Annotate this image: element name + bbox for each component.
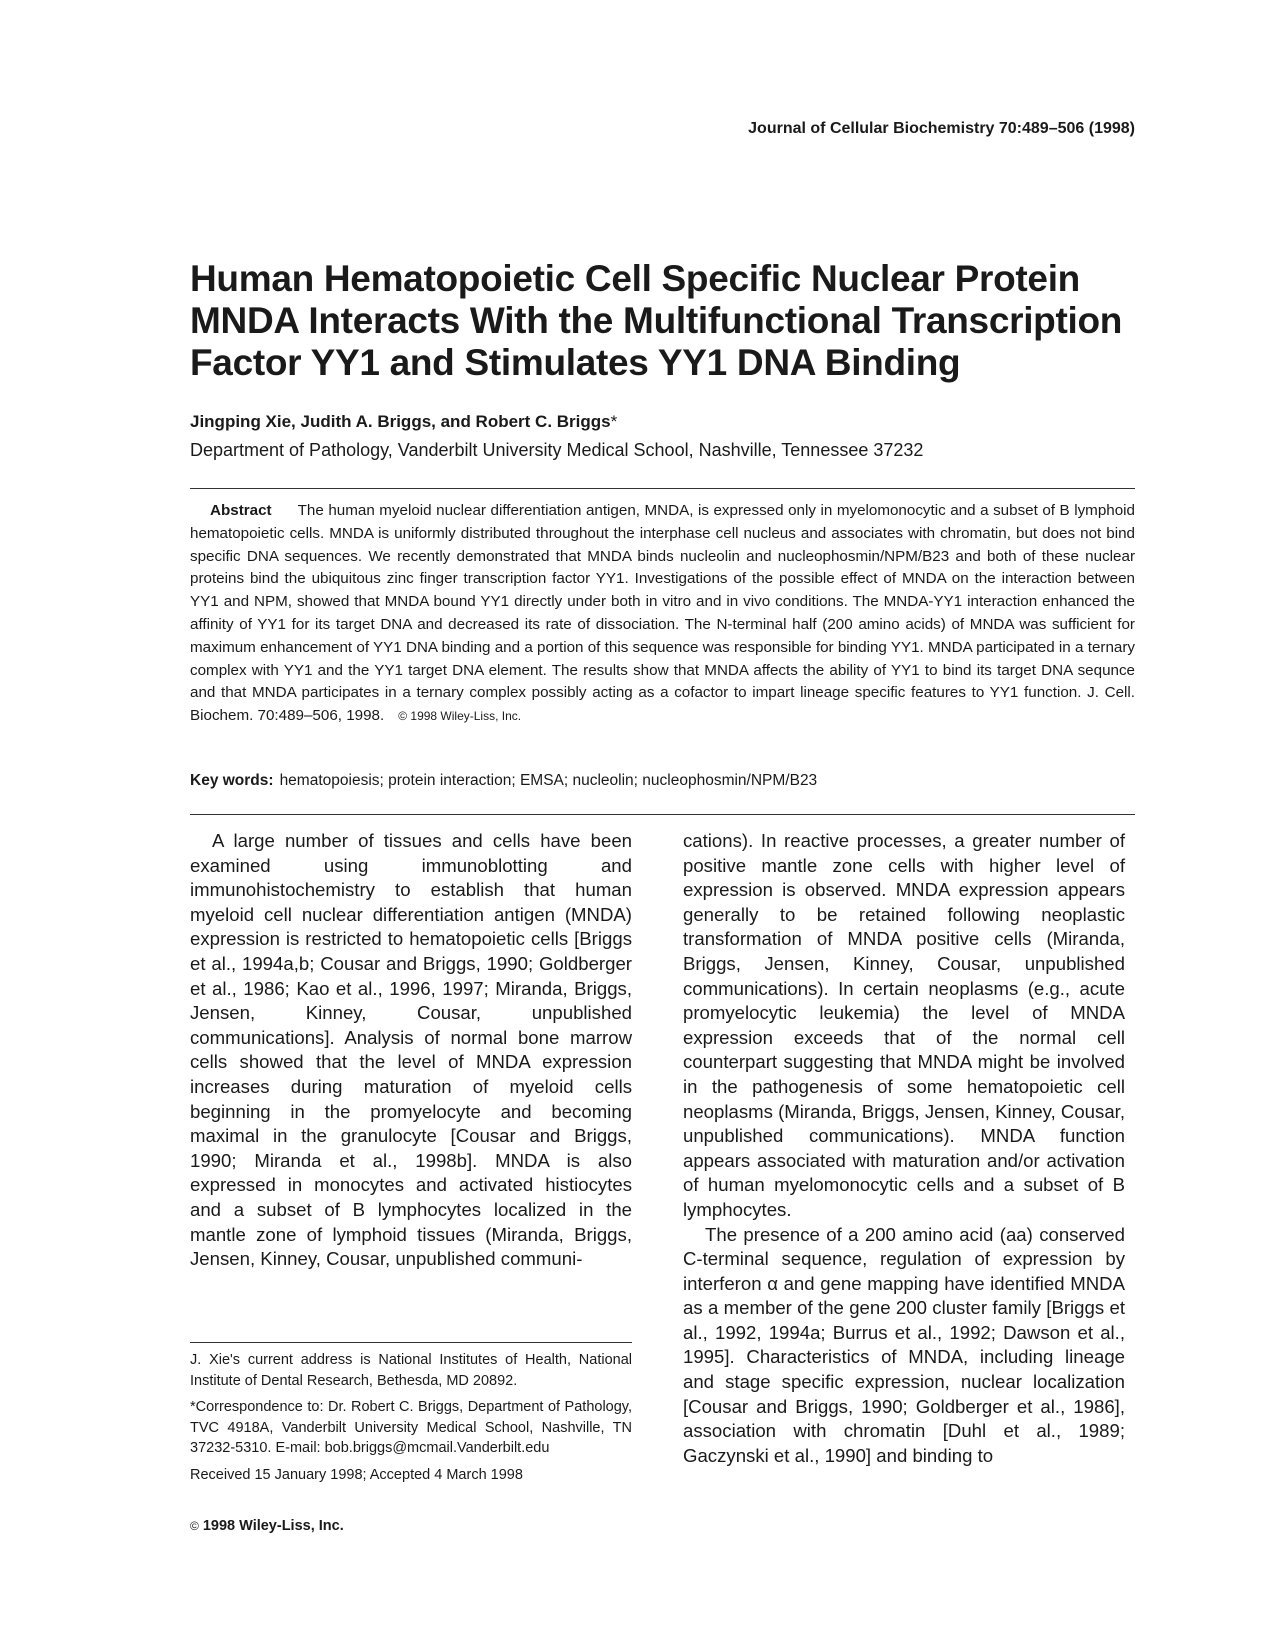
abstract-label: Abstract — [210, 502, 272, 519]
footnotes — [190, 1350, 632, 1491]
keywords — [190, 772, 1135, 790]
author-names: Jingping Xie, Judith A. Briggs, and Robert C. Briggs — [190, 412, 611, 431]
abstract — [190, 500, 1135, 728]
copyright-symbol: © — [190, 1519, 199, 1533]
keywords-text: hematopoiesis; protein interaction; EMSA; nucleolin; nucleophosmin/NPM/B23 — [279, 772, 818, 789]
author-list — [190, 412, 617, 432]
abstract-copyright: © 1998 Wiley-Liss, Inc. — [398, 709, 522, 724]
abstract-top-rule — [190, 488, 1135, 489]
publisher-text: 1998 Wiley-Liss, Inc. — [202, 1518, 344, 1534]
footnote-received: Received 15 January 1998; Accepted 4 March 1998 — [190, 1466, 523, 1483]
body-paragraph: A large number of tissues and cells have been examined using immunoblotting and immunohistochemistry to establish that human myeloid cell nuclear differentiation antigen (MNDA) expression is restricted to hematopoietic cells [Briggs et al., 1994a,b; Cousar and Briggs, 1990; Goldberger et al., 1986; Kao et al., 1996, 1997; Miranda, Briggs, Jensen, Kinney, Cousar, unpublished communications]. Analysis of normal bone marrow cells showed that the level of MNDA expression increases during maturation of myeloid cells beginning in the promyelocyte and becoming maximal in the granulocyte [Cousar and Briggs, 1990; Miranda et al., 1998b]. MNDA is also expressed in monocytes and activated histiocytes and a subset of B lymphocytes localized in the mantle zone of lymphoid tissues (Miranda, Briggs, Jensen, Kinney, Cousar, unpublished communi- — [190, 830, 632, 1270]
abstract-text: The human myeloid nuclear differentiation antigen, MNDA, is expressed only in myelomonocytic and a subset of B lymphoid hematopoietic cells. MNDA is uniformly distributed throughout the interphase cell nucleus and associates with chromatin, but does not bind specific DNA sequences. We recently demonstrated that MNDA binds nucleolin and nucleophosmin/NPM/B23 and both of these nuclear proteins bind the ubiquitous zinc finger transcription factor YY1. Investigations of the possible effect of MNDA on the interaction between YY1 and NPM, showed that MNDA bound YY1 directly under both in vitro and in vivo conditions. The MNDA-YY1 interaction enhanced the affinity of YY1 for its target DNA and decreased its rate of dissociation. The N-terminal half (200 amino acids) of MNDA was sufficient for maximum enhancement of YY1 DNA binding and a portion of this sequence was responsible for binding YY1. MNDA participated in a ternary complex with YY1 and the YY1 target DNA element. The results show that MNDA affects the ability of YY1 to bind its target DNA sequnce and that MNDA participates in a ternary complex possibly acting as a cofactor to impart lineage specific features to YY1 function. J. Cell. Biochem. 70:489–506, 1998. — [190, 502, 1135, 725]
corresponding-author-mark: * — [610, 412, 618, 431]
footnote-address: J. Xie's current address is National Institutes of Health, National Institute of Dental Research, Bethesda, MD 20892. — [190, 1352, 632, 1389]
title-line-2: MNDA Interacts With the Multifunctional Transcription — [190, 300, 1123, 341]
article-title — [190, 258, 1135, 384]
title-line-1: Human Hematopoietic Cell Specific Nuclear Protein — [190, 258, 1080, 299]
body-column-right — [683, 829, 1125, 1468]
body-paragraph: cations). In reactive processes, a greater number of positive mantle zone cells with higher level of expression is observed. MNDA expression appears generally to be retained following neoplastic transformation of MNDA positive cells (Miranda, Briggs, Jensen, Kinney, Cousar, unpublished communications). In certain neoplasms (e.g., acute promyelocytic leukemia) the level of MNDA expression exceeds that of the normal cell counterpart suggesting that MNDA might be involved in the pathogenesis of some hematopoietic cell neoplasms (Miranda, Briggs, Jensen, Kinney, Cousar, unpublished communications). MNDA function appears associated with maturation and/or activation of human myelomonocytic cells and a subset of B lymphocytes. — [683, 830, 1125, 1220]
keywords-label: Key words: — [190, 772, 274, 789]
abstract-bottom-rule — [190, 814, 1135, 815]
body-paragraph: The presence of a 200 amino acid (aa) conserved C-terminal sequence, regulation of expression by interferon α and gene mapping have identified MNDA as a member of the gene 200 cluster family [Briggs et al., 1992, 1994a; Burrus et al., 1992; Dawson et al., 1995]. Characteristics of MNDA, including lineage and stage specific expression, nuclear localization [Cousar and Briggs, 1990; Goldberger et al., 1986], association with chromatin [Duhl et al., 1989; Gaczynski et al., 1990] and binding to — [683, 1223, 1125, 1466]
publisher-copyright — [190, 1518, 344, 1534]
journal-citation: Journal of Cellular Biochemistry 70:489–506 (1998) — [748, 120, 1135, 137]
footnote-correspondence: *Correspondence to: Dr. Robert C. Briggs, Department of Pathology, TVC 4918A, Vanderbilt University Medical School, Nashville, TN 37232-5310. E-mail: bob.briggs@mcmail.Vanderbilt.edu — [190, 1399, 632, 1456]
footnote-rule — [190, 1342, 632, 1343]
title-line-3: Factor YY1 and Stimulates YY1 DNA Binding — [190, 342, 961, 383]
body-column-left — [190, 829, 632, 1272]
affiliation: Department of Pathology, Vanderbilt University Medical School, Nashville, Tennessee 37232 — [190, 440, 924, 460]
